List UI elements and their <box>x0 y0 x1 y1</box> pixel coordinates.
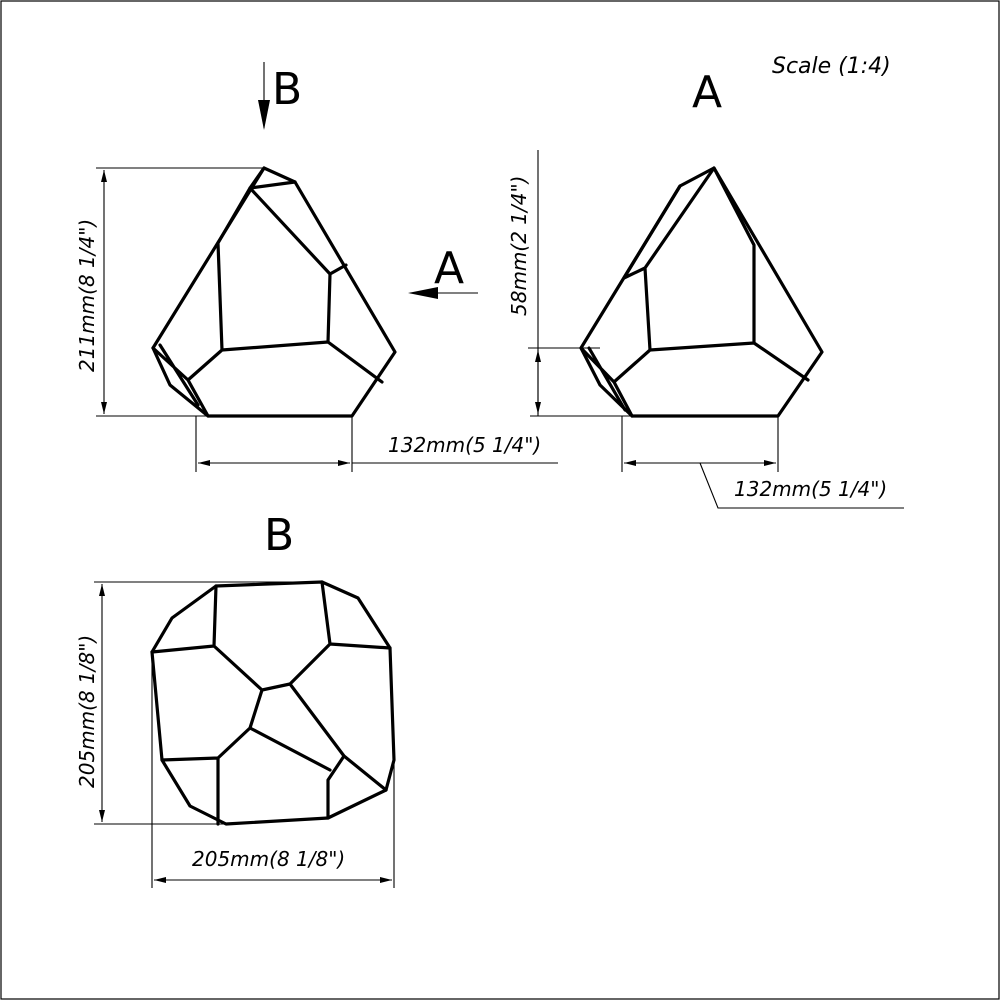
side-width-label: 132mm(5 1/4") <box>734 477 888 501</box>
view-a-title: A <box>692 67 723 118</box>
side-height-label: 58mm(2 1/4") <box>507 175 531 316</box>
front-width-dimension <box>196 416 558 472</box>
front-height-dimension <box>75 168 264 416</box>
side-view-a <box>507 67 904 508</box>
side-width-dimension <box>622 416 904 508</box>
top-view-b <box>75 510 394 888</box>
section-a-label: A <box>434 243 465 294</box>
scale-label: Scale (1:4) <box>772 54 891 79</box>
front-view <box>75 62 558 472</box>
top-height-dimension <box>75 582 322 824</box>
view-b-title: B <box>264 510 295 561</box>
section-a-arrow <box>408 243 478 299</box>
top-outline <box>152 582 394 824</box>
front-height-label: 211mm(8 1/4") <box>75 218 99 372</box>
section-b-arrow <box>258 62 302 130</box>
front-width-label: 132mm(5 1/4") <box>388 433 542 457</box>
section-b-label: B <box>272 64 303 115</box>
side-height-dimension <box>507 150 632 416</box>
top-height-label: 205mm(8 1/8") <box>75 634 99 788</box>
top-width-label: 205mm(8 1/8") <box>192 847 346 871</box>
top-facet-edges <box>152 582 390 824</box>
